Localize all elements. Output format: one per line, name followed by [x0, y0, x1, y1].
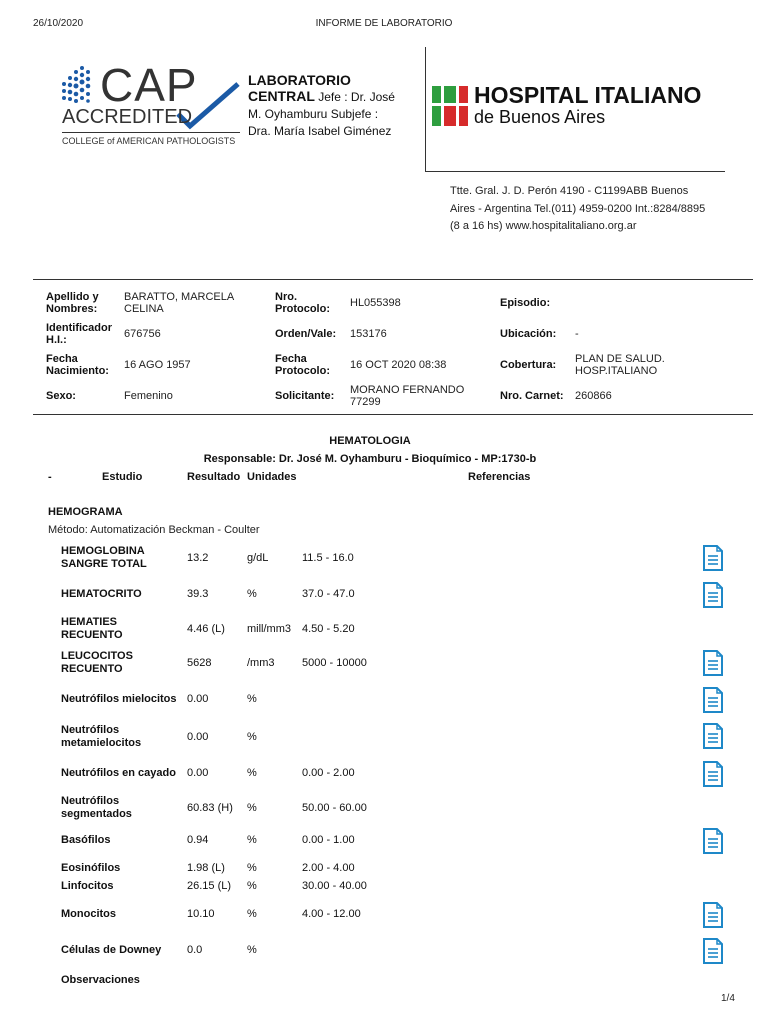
study-name: HEMATIES RECUENTO [61, 616, 123, 641]
document-icon[interactable] [702, 761, 724, 787]
study-result: 0.94 [187, 834, 209, 846]
section-responsable: Responsable: Dr. José M. Oyhamburu - Bioquímico - MP:1730-b [203, 453, 537, 465]
identificador-label: Identificador H.I.: [46, 322, 113, 346]
study-name: HEMATOCRITO [61, 588, 142, 600]
header-divider-bottom [425, 171, 725, 172]
document-icon[interactable] [702, 650, 724, 676]
study-unit: % [247, 693, 257, 705]
sexo-label: Sexo: [46, 390, 76, 402]
orden-label: Orden/Vale: [275, 328, 337, 340]
apellido-value: BARATTO, MARCELA CELINA [124, 291, 234, 315]
study-result: 39.3 [187, 588, 209, 600]
cap-college-text: COLLEGE of AMERICAN PATHOLOGISTS [62, 136, 236, 146]
cap-text: CAP [100, 59, 198, 111]
fecha-protocolo-value: 16 OCT 2020 08:38 [350, 359, 447, 371]
fecha-nacimiento-label: Fecha Nacimiento: [46, 353, 109, 377]
protocolo-label: Nro. Protocolo: [275, 291, 330, 315]
orden-value: 153176 [350, 328, 387, 340]
col-estudio: Estudio [102, 471, 143, 483]
document-icon[interactable] [702, 545, 724, 571]
hemograma-title: HEMOGRAMA [48, 506, 123, 518]
study-unit: % [247, 834, 257, 846]
study-unit: % [247, 880, 257, 892]
fecha-protocolo-label: Fecha Protocolo: [275, 353, 330, 377]
study-reference: 4.50 - 5.20 [302, 623, 355, 635]
lab-title: LABORATORIO [248, 72, 351, 88]
study-unit: mill/mm3 [247, 623, 291, 635]
study-reference: 37.0 - 47.0 [302, 588, 355, 600]
report-title: INFORME DE LABORATORIO [315, 18, 453, 29]
sexo-value: Femenino [124, 390, 173, 402]
cobertura-label: Cobertura: [500, 359, 557, 371]
study-result: 26.15 (L) [187, 880, 232, 892]
study-name: Células de Downey [61, 944, 162, 956]
study-name: Neutrófilos segmentados [61, 795, 132, 820]
hospital-address [450, 183, 740, 236]
hospital-logo [432, 82, 732, 130]
hospital-name: HOSPITAL ITALIANO [474, 82, 702, 108]
col-resultado: Resultado [187, 471, 241, 483]
study-name: Neutrófilos en cayado [61, 767, 176, 779]
protocolo-value: HL055398 [350, 297, 401, 309]
study-result: 1.98 (L) [187, 862, 225, 874]
cobertura-value: PLAN DE SALUD. HOSP.ITALIANO [575, 353, 665, 377]
study-reference: 11.5 - 16.0 [302, 552, 354, 564]
document-icon[interactable] [702, 828, 724, 854]
study-unit: % [247, 944, 257, 956]
study-unit: % [247, 588, 257, 600]
study-unit: % [247, 908, 257, 920]
document-icon[interactable] [702, 902, 724, 928]
report-date: 26/10/2020 [33, 18, 84, 29]
study-result: 60.83 (H) [187, 802, 233, 814]
document-icon[interactable] [702, 723, 724, 749]
study-unit: % [247, 802, 257, 814]
study-reference: 30.00 - 40.00 [302, 880, 367, 892]
carnet-value: 260866 [575, 390, 612, 402]
section-title: HEMATOLOGIA [329, 435, 411, 447]
study-reference: 0.00 - 1.00 [302, 834, 355, 846]
solicitante-value: MORANO FERNANDO 77299 [350, 384, 465, 408]
address-line-1: Ttte. Gral. J. D. Perón 4190 - C1199ABB Buenos [450, 185, 689, 197]
hospital-subtitle: de Buenos Aires [474, 107, 606, 127]
study-reference: 5000 - 10000 [302, 657, 367, 669]
document-icon[interactable] [702, 938, 724, 964]
study-name: LEUCOCITOS RECUENTO [61, 650, 133, 675]
lab-jefe: Jefe : Dr. José [318, 90, 395, 104]
study-reference: 2.00 - 4.00 [302, 862, 355, 874]
col-referencias: Referencias [468, 471, 531, 483]
carnet-label: Nro. Carnet: [500, 390, 564, 402]
study-result: 0.00 [187, 767, 209, 779]
study-result: 10.10 [187, 908, 215, 920]
cap-accredited-text: ACCREDITED [62, 106, 193, 128]
study-unit: % [247, 767, 257, 779]
study-unit: % [247, 731, 257, 743]
study-result: 0.00 [187, 693, 209, 705]
page-number: 1/4 [721, 993, 735, 1004]
study-reference: 4.00 - 12.00 [302, 908, 361, 920]
document-icon[interactable] [702, 582, 724, 608]
study-unit: % [247, 862, 257, 874]
study-unit: /mm3 [247, 657, 275, 669]
hemograma-method: Método: Automatización Beckman - Coulter [48, 524, 260, 536]
col-unidades: Unidades [247, 471, 297, 483]
cap-accredited-logo [60, 59, 245, 150]
ubicacion-value: - [575, 328, 579, 340]
study-name: Eosinófilos [61, 862, 121, 874]
study-result: 0.00 [187, 731, 209, 743]
study-result: 5628 [187, 657, 212, 669]
observaciones-label: Observaciones [61, 974, 140, 986]
fecha-nacimiento-value: 16 AGO 1957 [124, 359, 191, 371]
study-result: 13.2 [187, 552, 209, 564]
patient-box-top [33, 279, 753, 280]
study-name: HEMOGLOBINA SANGRE TOTAL [61, 545, 147, 570]
study-name: Neutrófilos mielocitos [61, 693, 177, 705]
study-name: Monocitos [61, 908, 116, 920]
lab-subjefe-name: Dra. María Isabel Giménez [248, 124, 392, 138]
address-line-3: (8 a 16 hs) www.hospitalitaliano.org.ar [450, 220, 637, 232]
identificador-value: 676756 [124, 328, 161, 340]
study-reference: 0.00 - 2.00 [302, 767, 355, 779]
header-divider [425, 47, 426, 171]
episodio-label: Episodio: [500, 297, 551, 309]
lab-jefe-name: M. Oyhamburu Subjefe : [248, 107, 379, 121]
address-line-2: Aires - Argentina Tel.(011) 4959-0200 Int.:8284/8895 [450, 202, 706, 215]
hospital-cross-icon [432, 86, 468, 126]
study-name: Linfocitos [61, 880, 114, 892]
document-icon[interactable] [702, 687, 724, 713]
patient-box-bottom [33, 414, 753, 415]
study-result: 4.46 (L) [187, 623, 225, 635]
ubicacion-label: Ubicación: [500, 328, 557, 340]
study-name: Neutrófilos metamielocitos [61, 724, 142, 749]
lab-info [248, 72, 423, 140]
study-unit: g/dL [247, 552, 269, 564]
study-name: Basófilos [61, 834, 111, 846]
study-reference: 50.00 - 60.00 [302, 802, 367, 814]
col-dash: - [48, 471, 52, 483]
study-result: 0.0 [187, 944, 203, 956]
apellido-label: Apellido y Nombres: [46, 291, 99, 315]
solicitante-label: Solicitante: [275, 390, 335, 402]
lab-title-central: CENTRAL [248, 88, 315, 104]
